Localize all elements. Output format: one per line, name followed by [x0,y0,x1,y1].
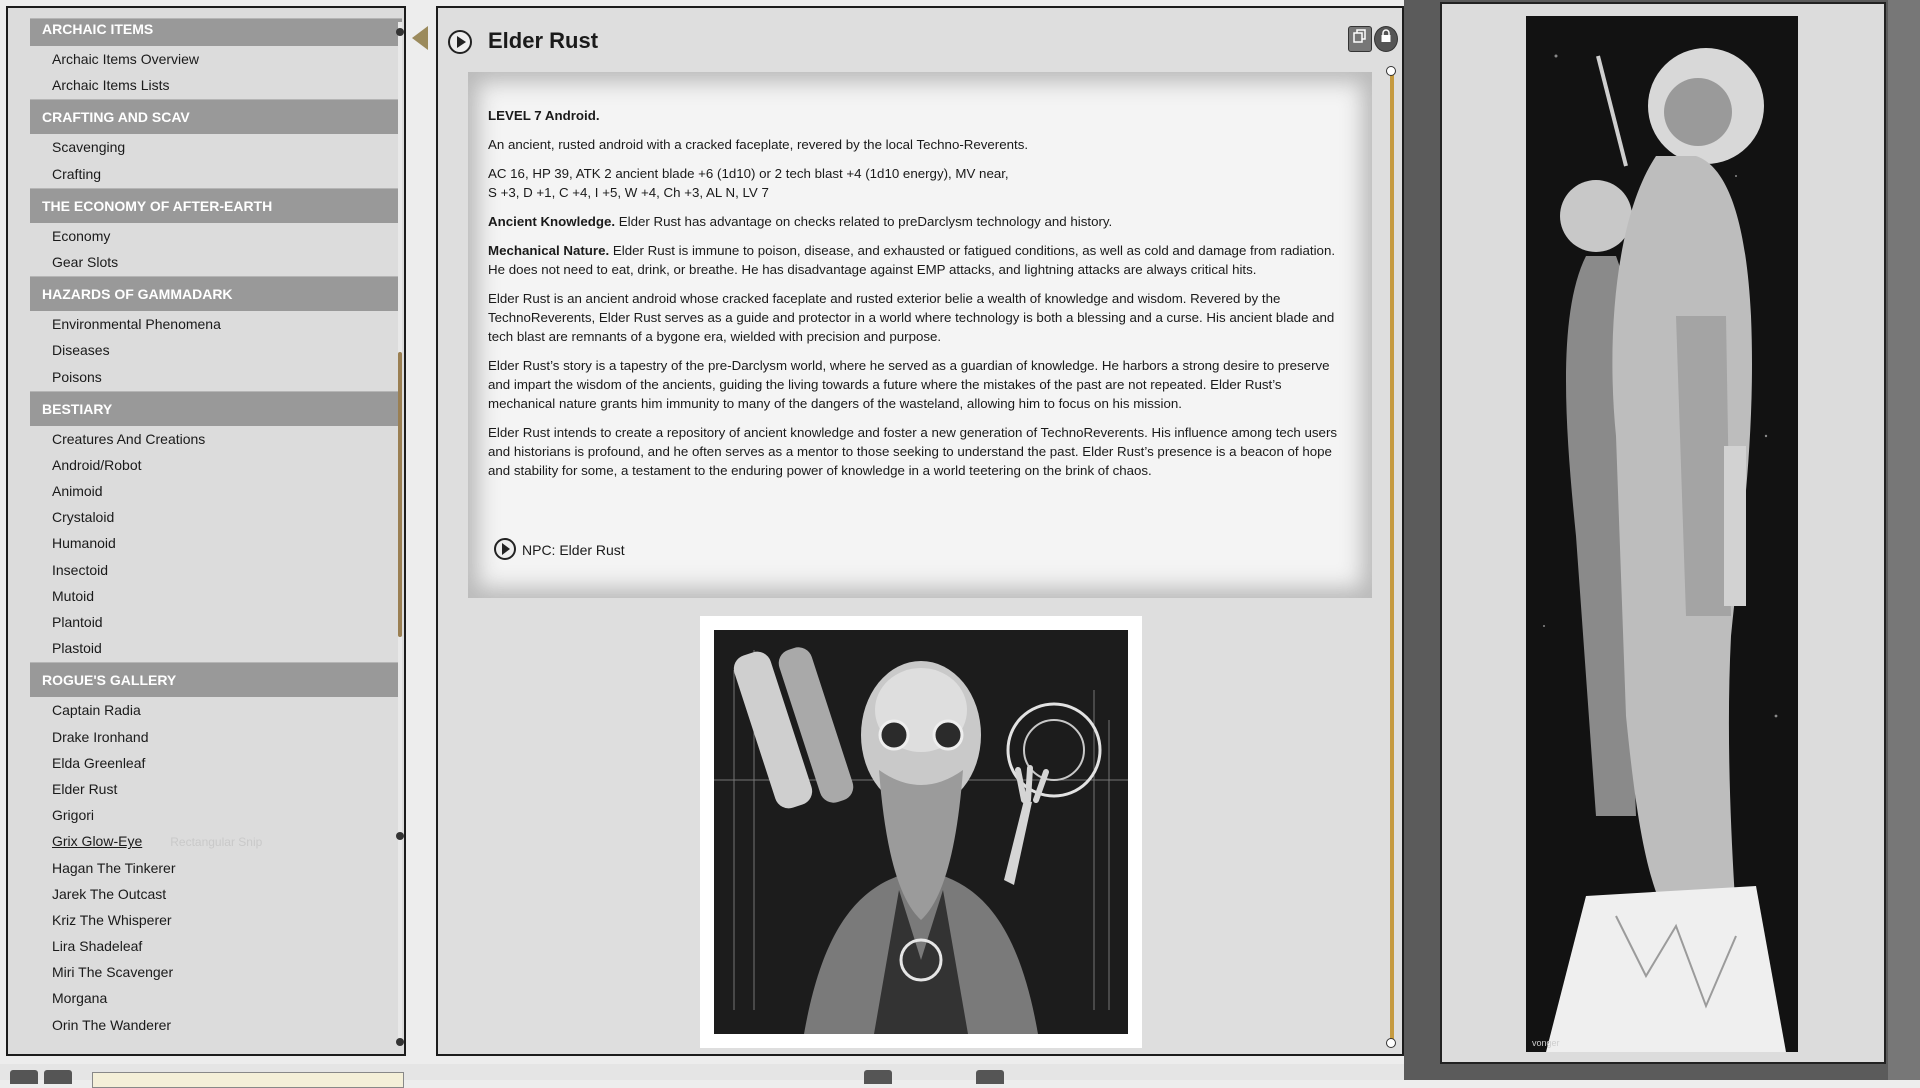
sidebar-item-orin[interactable]: Orin The Wanderer [52,1016,172,1033]
image-panel-scrollbar[interactable] [1888,0,1920,1080]
record-title-bar [448,26,1388,58]
sidebar-item-insectoid[interactable]: Insectoid [52,561,109,578]
trait-mechanical-nature [488,241,1352,279]
hover-ghost-text: Rectangular Snip [170,835,263,850]
toolbar-button-4[interactable] [976,1070,1004,1084]
sidebar-item-grix-glow-eye[interactable] [30,828,402,854]
npc-link-label[interactable]: NPC: Elder Rust [522,542,625,558]
trait-text: Elder Rust has advantage on checks related to preDarclysm technology and history. [615,214,1113,229]
section-header-archaic-items[interactable]: ARCHAIC ITEMS [30,18,402,46]
description-paragraph-2: Elder Rust’s story is a tapestry of the pre-Darclysm world, where he served as a guardian of knowledge. He harbors a strong desire to preserve and impart the wisdom of the ancients, guiding the living towards a future where the mistakes of the past are not repeated. Elder Rust’s mechanical nature grants him immunity to many of the dangers of the wasteland, allowing him to focus on his mission. [488,358,1330,411]
intro-text: An ancient, rusted android with a cracked faceplate, revered by the local Techno-Reverents. [488,137,1029,152]
android-portrait-art [714,630,1128,1034]
description-paragraph-3: Elder Rust intends to create a repository of ancient knowledge and foster a new generation of TechnoReverents. His influence among tech users and historians is profound, and he often serves as a mentor to those seeking to understand the past. Elder Rust’s presence is a beacon of hope and stability for some, a testament to the enduring power of knowledge in a world teetering on the brink of chaos. [488,425,1338,478]
section-header-hazards[interactable]: HAZARDS OF GAMMADARK [30,276,402,311]
sidebar-item-elder-rust[interactable]: Elder Rust [52,780,118,797]
sidebar-item-gear-slots[interactable]: Gear Slots [52,253,119,270]
sidebar-item-crystaloid[interactable]: Crystaloid [52,509,115,526]
sidebar-item-diseases[interactable]: Diseases [52,342,110,359]
scroll-down-icon[interactable] [1386,1038,1396,1048]
sidebar-item-label[interactable]: Grix Glow-Eye [52,833,143,850]
stats-block [488,164,1352,202]
bottom-toolbar [0,1064,1404,1080]
trait-text: Elder Rust is immune to poison, disease, and exhausted or fatigued conditions, as well as cold and damage from radiation. He does not need to eat, drink, or breathe. He has disadvantage against EMP attacks, and lightning attacks are always critical hits. [488,243,1336,277]
trait-name: Ancient Knowledge. [488,214,616,229]
sidebar-item-environmental-phenomena[interactable]: Environmental Phenomena [52,316,221,333]
sidebar-item-grigori[interactable]: Grigori [52,807,95,824]
link-arrow-icon[interactable] [448,30,472,54]
section-header-crafting[interactable]: CRAFTING AND SCAV [30,99,402,134]
record-scrollbar[interactable] [1390,72,1394,1042]
record-content [468,72,1372,598]
section-header-economy[interactable]: THE ECONOMY OF AFTER-EARTH [30,188,402,223]
sidebar-item-humanoid[interactable]: Humanoid [52,535,116,552]
scroll-up-icon[interactable] [1386,66,1396,76]
sidebar-item-lira[interactable]: Lira Shadeleaf [52,938,143,955]
filter-input[interactable] [92,1072,404,1088]
image-signature: vonger [1532,1038,1560,1048]
link-arrow-icon[interactable] [494,538,516,560]
toolbar-button-3[interactable] [864,1070,892,1084]
trait-name: Mechanical Nature. [488,243,610,258]
sidebar-scrollbar-thumb[interactable] [398,352,402,637]
sidebar-item-poisons[interactable]: Poisons [52,368,102,385]
sidebar-item-scavenging[interactable]: Scavenging [52,139,126,156]
toolbar-button-1[interactable] [10,1070,38,1084]
sidebar-item-kriz[interactable]: Kriz The Whisperer [52,911,172,928]
section-header-rogues-gallery[interactable]: ROGUE'S GALLERY [30,662,402,697]
portrait-image [700,616,1142,1048]
scroll-up-icon[interactable] [396,28,404,36]
scroll-down-icon[interactable] [396,1038,404,1046]
toolbar-button-2[interactable] [44,1070,72,1084]
sidebar-item-plantoid[interactable]: Plantoid [52,614,103,630]
scroll-marker-icon [396,832,404,840]
description-paragraph-1: Elder Rust is an ancient android whose cracked faceplate and rusted exterior belie a wealth of knowledge and wisdom. Revered by the TechnoReverents, Elder Rust serves as a guide and protector in a world where technology is both a blessing and a curse. His ancient blade and tech blast are remnants of a bygone era, wielded with precision and purpose. [488,291,1335,344]
collapse-sidebar-icon[interactable] [412,26,428,50]
astronaut-artwork [1526,16,1798,1052]
sidebar-list [30,18,402,1038]
sidebar-item-archaic-items-overview[interactable]: Archaic Items Overview [52,51,200,67]
sidebar-item-archaic-items-lists[interactable]: Archaic Items Lists [52,77,170,94]
sidebar-item-android-robot[interactable]: Android/Robot [52,456,142,473]
level-line: LEVEL 7 Android. [488,108,600,123]
sidebar-panel [6,6,406,1056]
sidebar-item-plastoid[interactable]: Plastoid [52,640,102,657]
copy-icon[interactable] [1348,26,1372,52]
sidebar-item-animoid[interactable]: Animoid [52,483,103,500]
record-title: Elder Rust [488,28,599,53]
npc-link[interactable] [494,542,625,558]
trait-ancient-knowledge [488,212,1352,231]
record-window [436,6,1404,1056]
lock-icon[interactable] [1374,26,1398,52]
stats-line-2: S +3, D +1, C +4, I +5, W +4, Ch +3, AL N, LV 7 [488,185,769,200]
image-window [1440,2,1886,1064]
sidebar-item-mutoid[interactable]: Mutoid [52,587,95,604]
sidebar-item-morgana[interactable]: Morgana [52,990,108,1007]
sidebar-item-drake-ironhand[interactable]: Drake Ironhand [52,728,149,745]
sidebar-item-creatures[interactable]: Creatures And Creations [52,430,206,447]
sidebar-item-economy[interactable]: Economy [52,227,111,244]
sidebar-item-elda-greenleaf[interactable]: Elda Greenleaf [52,754,146,771]
sidebar-scrollbar[interactable] [398,22,402,1042]
sidebar-item-jarek[interactable]: Jarek The Outcast [52,885,167,902]
sidebar-item-captain-radia[interactable]: Captain Radia [52,702,141,719]
stats-line-1: AC 16, HP 39, ATK 2 ancient blade +6 (1d10) or 2 tech blast +4 (1d10 energy), MV near, [488,166,1009,181]
section-header-bestiary[interactable]: BESTIARY [30,391,402,426]
sidebar-item-hagan[interactable]: Hagan The Tinkerer [52,859,176,876]
sidebar-item-crafting[interactable]: Crafting [52,165,102,182]
sidebar-item-miri[interactable]: Miri The Scavenger [52,964,174,981]
